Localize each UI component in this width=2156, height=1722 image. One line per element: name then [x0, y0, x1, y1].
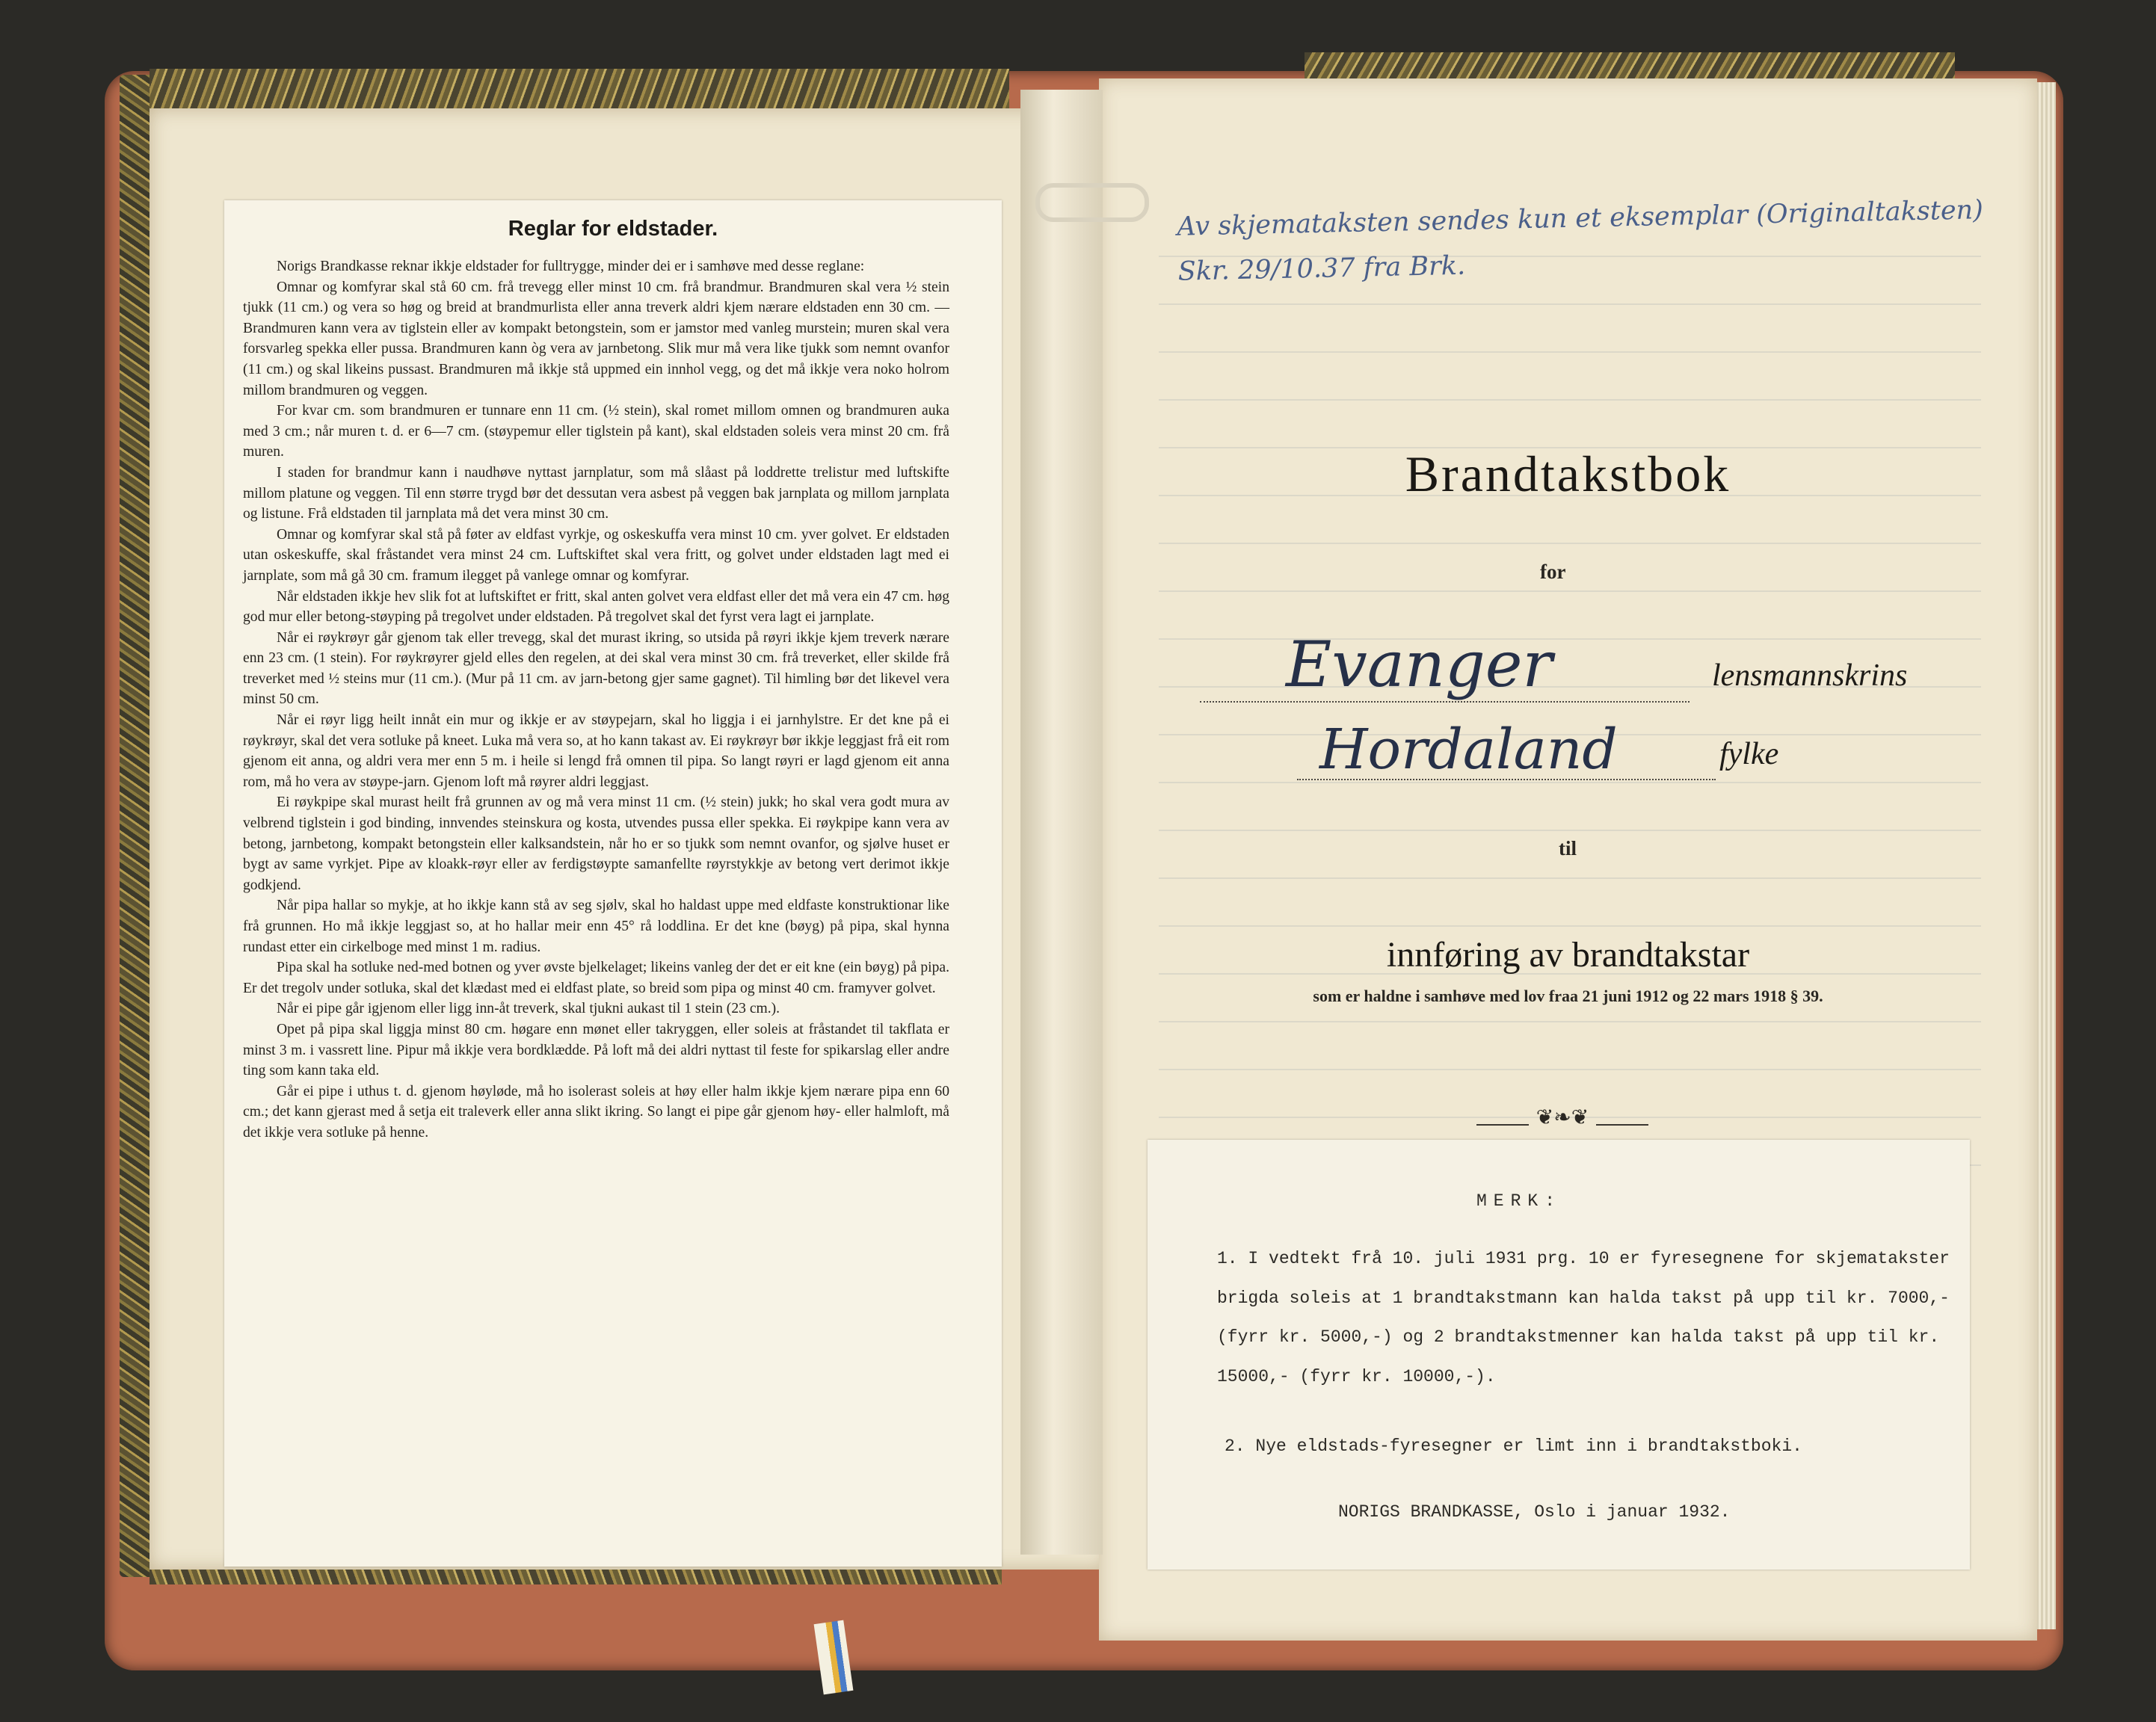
note-item-1-number: 1.	[1217, 1249, 1238, 1268]
rules-paragraph: Når pipa hallar so mykje, at ho ikkje kann stå av seg sjølv, skal ho haldast uppe med eldfaste konstruktionar like frå grunnen. Ho må ikkje leggjast so, at ho hallar meir enn 45° rå loddlina. Er det kne (bøyg) på pipa, skal hynna rundast etter ein cirkelboge med minst 1 m. radius.	[243, 898, 949, 955]
ornament-rule-right	[1596, 1124, 1648, 1126]
til-label: til	[1559, 837, 1577, 860]
rules-paragraph: Ei røykpipe skal murast heilt frå grunnen av og må vera minst 11 cm. (½ stein) jukk; ho skal vera godt mura av velbrend tiglstein i god binding, innvendes steinskura og kosta, utvendes pussa eller spekka. Ei røykpipe kann vera av betong, jarnbetong, kompakt betongstein eller kalksandstein, når ho er so tjukk som nemnt ovanfor, og sjølve huset er bygt av same vyrkjet. Pipe av kloakk-røyr eller av ferdigstøypte samanfellte røyrstykkje av betong vert derimot ikkje godkjend.	[243, 794, 949, 893]
handwritten-note: Av skjemataksten sendes kun et eksemplar (Originaltaksten) Skr. 29/10.37 fra Brk.	[1177, 195, 1984, 287]
rules-paragraph: Når ei pipe går igjenom eller ligg inn-åt treverk, skal tjukni aukast til 1 stein (23 cm.).	[277, 1001, 780, 1017]
marbled-endpaper-top-right	[1305, 52, 1955, 81]
rules-paragraph: Pipa skal ha sotluke ned-med botnen og yver øvste bjelkelaget; likeins vanleg der det er eit kne (ein bøyg) på pipa. Er det tregolv under sotluka, skal det klædast med ei eldfast plate, so breid som pipa og minst 40 cm. framyver golvet.	[243, 960, 949, 996]
book-gutter	[1020, 90, 1103, 1555]
county-handwritten-value: Hordaland	[1319, 718, 1618, 782]
note-heading: MERK:	[1476, 1191, 1562, 1211]
subject-line: innføring av brandtakstar	[1386, 935, 1750, 975]
rules-paragraph: For kvar cm. som brandmuren er tunnare enn 11 cm. (½ stein), skal romet millom omnen og brandmuren auka med 3 cm.; når muren t. d. er 6—7 cm. (støypemur eller tiglstein på kant), skal eldstaden soleis vera minst 20 cm. frå muren.	[243, 403, 949, 460]
rules-paragraph: Når eldstaden ikkje hev slik fot at luftskiftet er fritt, skal anten golvet vera eldfast eller det må vera ein 47 cm. høg god mur eller betong-støyping på tregolvet under eldstaden. På tregolvet skal det fyrst vera lagt ei jarnplate.	[243, 588, 949, 626]
district-handwritten-value: Evanger	[1286, 628, 1553, 701]
rules-paragraph: Når ei røyr ligg heilt innåt ein mur og ikkje er av støypejarn, skal ho liggja i ei jarnhylstre. Er det kne på ei røykrøyr, skal det vera sotluke på kneet. Luka må vera so, at ho kann takast av. Ei røykrøyr bør ikkje leggjast frå eit rom gjenom eit anna, og aldri vera mer enn 5 m. i heile si lengd frå omnen til pipa. So langt røyri er lagd gjenom eit anna rom, må ho vera av støype-jarn. Gjenom loft må røyrer aldri leggjast.	[243, 712, 949, 790]
note-item-1	[1217, 1239, 1950, 1396]
note-item-2	[1225, 1436, 1957, 1456]
county-label: fylke	[1719, 737, 1779, 771]
note-signature: NORIGS BRANDKASSE, Oslo i januar 1932.	[1338, 1502, 1731, 1522]
rules-title: Reglar for eldstader.	[508, 217, 718, 241]
rules-paragraph: I staden for brandmur kann i naudhøve nyttast jarnplatur, som må slåast på loddrette trelistur med luftskifte millom platune og veggen. Til enn større trygd bør det dessutan vera asbest på veggen bak jarnplata og millom jarnplata og listune. Frå eldstaden til jarnplata må det vera minst 30 cm.	[243, 464, 949, 522]
note-item-1-text: I vedtekt frå 10. juli 1931 prg. 10 er fyresegnene for skjematakster brigda soleis at 1 brandtakstmann kan halda takst på upp til kr. 7000,- (fyrr kr. 5000,-) og 2 brandtakstmenner kan halda takst på upp til kr. 15000,- (fyrr kr. 10000,-).	[1217, 1249, 1950, 1386]
show-through-ruling	[1159, 209, 1981, 1203]
binding-string	[1035, 183, 1149, 222]
district-label: lensmannskrins	[1712, 658, 1908, 693]
law-note: som er haldne i samhøve med lov fraa 21 juni 1912 og 22 mars 1918 § 39.	[1313, 987, 1823, 1005]
book-title: Brandtakstbok	[1405, 445, 1731, 502]
note-item-2-text: Nye eldstads-fyresegner er limt inn i brandtakstboki.	[1255, 1436, 1802, 1456]
note-item-2-number: 2.	[1225, 1436, 1245, 1456]
ornament-icon: ❦❧❦	[1536, 1106, 1589, 1129]
rules-paragraph: Norigs Brandkasse reknar ikkje eldstader for fulltrygge, minder dei er i samhøve med desse reglane:	[277, 259, 865, 274]
rules-body	[243, 256, 949, 1144]
for-label: for	[1540, 561, 1566, 583]
rules-paragraph: Går ei pipe i uthus t. d. gjenom høyløde, må ho isolerast soleis at høy eller halm ikkje kjem nærare pipa enn 60 cm.; det kann gjerast med å setja eit traleverk eller anna slikt ikring. So langt ei pipe går gjenom høy- eller halmloft, må det ikkje vera sotluke på henne.	[243, 1083, 949, 1141]
district-fill-line	[1200, 701, 1690, 703]
rules-paragraph: Omnar og komfyrar skal stå på føter av eldfast vyrkje, og oskeskuffa vera minst 10 cm. yver golvet. Er eldstaden utan oskeskuffe, skal fråstandet vera minst 24 cm. Luftskiftet skal vera fritt, og golvet under eldstaden lagt med ei jarnplate, som må gå 30 cm. framum ilegget på vanlege omnar og komfyrar.	[243, 526, 949, 584]
rules-paragraph: Omnar og komfyrar skal stå 60 cm. frå trevegg eller minst 10 cm. frå brandmur. Brandmuren skal vera ½ stein tjukk (11 cm.) og vera so høg og breid at brandmurlista eller anna treverk aldri kjem nærare eldstaden enn 30 cm. — Brandmuren kann vera av tiglstein eller av kompakt betongstein, som er jamstor med vanleg murstein; muren skal vera forsvarleg spekka eller pussa. Brandmuren kann òg vera av jarnbetong. Slik mur må vera like tjukk som nemnt ovanfor (11 cm.) og skal likeins pussast. Brandmuren må ikkje stå uppmed ein innhol vegg, og det må ikkje vera noko holrom millom brandmuren og veggen.	[243, 279, 949, 398]
rules-paragraph: Opet på pipa skal liggja minst 80 cm. høgare enn mønet eller takryggen, eller soleis at fråstandet til takflata er minst 3 m. i vassrett line. Pipur må ikkje vera bordklædde. På loft må dei aldri nyttast til feste for spikarslag eller andre ting som kann taka eld.	[243, 1021, 949, 1079]
rules-paragraph: Når ei røykrøyr går gjenom tak eller trevegg, skal det murast ikring, so utsida på røyri ikkje kjem treverk nærare enn 23 cm. (1 stein). For røykrøyrer gjeld elles den regelen, at dei skal vera minst 30 cm. frå treverket, eller skilde frå treverket med ½ steins mur (11 cm.). (Mur på 11 cm. av jarn-betong gjer same gagnet). Til himling bør det likevel vera minst 50 cm.	[243, 629, 949, 708]
